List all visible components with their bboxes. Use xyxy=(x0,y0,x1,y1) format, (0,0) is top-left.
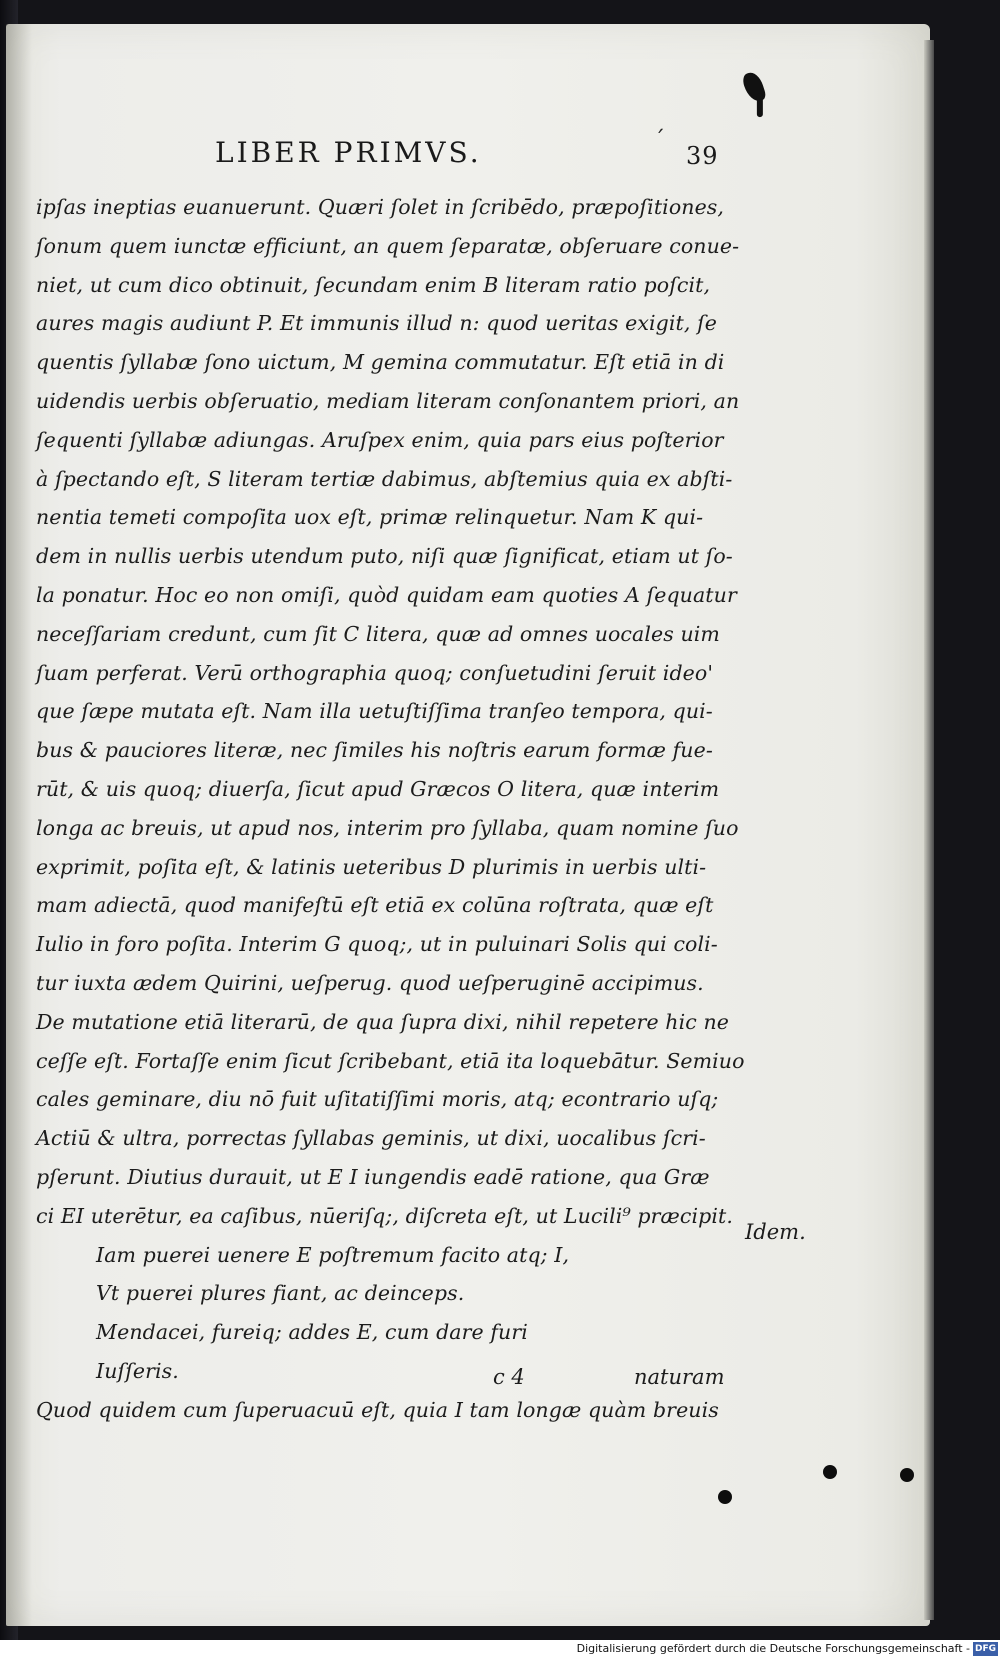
binding-dot xyxy=(900,1468,914,1482)
binding-dot xyxy=(718,1490,732,1504)
text-line: ſequenti ſyllabæ adiungas. Aruſpex enim, quia pars eius poſterior xyxy=(36,427,724,452)
text-line: que ſæpe mutata eſt. Nam illa uetuſtiſſima tranſeo tempora, qui- xyxy=(36,699,713,724)
text-line: nentia temeti compoſita uox eſt, primæ relinquetur. Nam K qui- xyxy=(36,505,704,530)
text-line: neceſſariam credunt, cum ſit C litera, quæ ad omnes uocales uim xyxy=(36,621,720,646)
catchword: naturam xyxy=(634,1365,725,1389)
text-line: rūt, & uis quoq; diuerſa, ſicut apud Græcos O litera, quæ interim xyxy=(36,776,720,801)
verse-line: Vt puerei plures fiant, ac deinceps. xyxy=(96,1281,465,1306)
accent-mark: ´ xyxy=(654,128,665,153)
text-line: quentis ſyllabæ ſono uictum, M gemina commutatur. Eſt etiā in di xyxy=(36,350,725,375)
text-line: pſerunt. Diutius durauit, ut E I iungendis eadē ratione, qua Græ xyxy=(36,1164,710,1189)
text-line: ſuam perferat. Verū orthographia quoq; conſuetudini ſeruit ideo' xyxy=(36,660,714,685)
verse-line: Iuſſeris. xyxy=(96,1358,179,1383)
footer-bar xyxy=(0,1640,1000,1660)
page-edge xyxy=(924,40,934,1620)
text-line: la ponatur. Hoc eo non omiſi, quòd quidam eam quoties A ſequatur xyxy=(36,582,737,607)
dfg-logo: DFG xyxy=(974,1644,996,1654)
signature-mark: c 4 xyxy=(493,1365,525,1389)
text-line: ceſſe eſt. Fortaſſe enim ſicut ſcribebant, etiā ita loquebātur. Semiuo xyxy=(36,1048,745,1073)
text-line: exprimit, poſita eſt, & latinis ueteribus D plurimis in uerbis ulti- xyxy=(36,854,707,879)
text-line: bus & pauciores literæ, nec ſimiles his noſtris earum formæ fue- xyxy=(36,738,713,763)
text-line: aures magis audiunt P. Et immunis illud n: quod ueritas exigit, ſe xyxy=(36,311,718,336)
text-line: mam adiectā, quod manifeſtū eſt etiā ex colūna roſtrata, quæ eſt xyxy=(36,893,714,918)
text-line: Quod quidem cum ſuperuacuū eſt, quia I tam longæ quàm breuis xyxy=(36,1397,719,1422)
text-line: cales geminare, diu nō fuit uſitatiſſimi moris, atq; econtrario uſq; xyxy=(36,1087,719,1112)
verse-attribution: Idem. xyxy=(745,1220,806,1244)
gutter-shadow xyxy=(6,24,32,1626)
page-number: 39 xyxy=(686,142,719,170)
funding-credit: Digitalisierung gefördert durch die Deutsche Forschungsgemeinschaft - xyxy=(576,1642,970,1655)
verse-line: Iam puerei uenere E poſtremum facito atq; I, xyxy=(96,1242,570,1267)
text-line: Iulio in foro poſita. Interim G quoq;, ut in puluinari Solis qui coli- xyxy=(36,932,718,957)
text-line: tur iuxta ædem Quirini, ueſperug. quod ueſperuginē accipimus. xyxy=(36,970,704,995)
body-text xyxy=(36,188,745,1430)
text-line: ſonum quem iunctæ efficiunt, an quem ſeparatæ, obſeruare conue- xyxy=(36,233,740,258)
text-line: De mutatione etiā literarū, de qua ſupra dixi, nihil repetere hic ne xyxy=(36,1009,729,1034)
text-line: dem in nullis uerbis utendum puto, niſi quæ ſignificat, etiam ut ſo- xyxy=(36,544,733,569)
text-line: longa ac breuis, ut apud nos, interim pro ſyllaba, quam nomine ſuo xyxy=(36,815,739,840)
text-line: ci EI uterētur, ea caſibus, nūeriſq;, diſcreta eſt, ut Lucili⁹ præcipit. xyxy=(36,1203,733,1228)
text-line: niet, ut cum dico obtinuit, ſecundam enim B literam ratio poſcit, xyxy=(36,272,711,297)
text-line: uidendis uerbis obſeruatio, mediam literam conſonantem priori, an xyxy=(36,388,740,413)
verse-line: Mendacei, fureiq; addes E, cum dare furi xyxy=(96,1320,528,1345)
binding-dot xyxy=(823,1465,837,1479)
text-line: ipſas ineptias euanuerunt. Quæri ſolet in ſcribēdo, præpoſitiones, xyxy=(36,195,725,219)
running-head: LIBER PRIMVS. xyxy=(215,136,482,169)
text-line: Actiū & ultra, porrectas ſyllabas geminis, ut dixi, uocalibus ſcri- xyxy=(36,1126,706,1151)
text-line: à ſpectando eſt, S literam tertiæ dabimus, abſtemius quia ex abſti- xyxy=(36,466,733,491)
